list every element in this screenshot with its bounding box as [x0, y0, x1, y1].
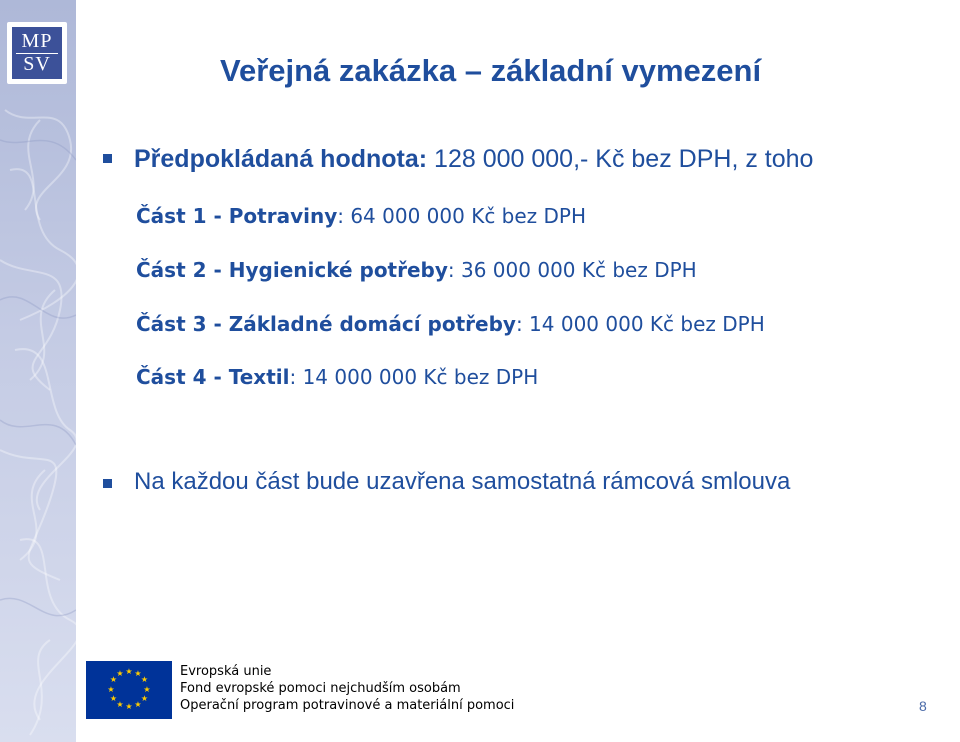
estimated-value-amount: 128 000 000,- Kč bez DPH, z toho	[427, 145, 814, 173]
svg-text:★: ★	[107, 685, 115, 694]
svg-text:★: ★	[116, 700, 124, 709]
svg-text:★: ★	[140, 675, 149, 684]
svg-text:★: ★	[116, 669, 124, 678]
bullet-square-icon	[103, 154, 112, 163]
bullet-estimated-value	[134, 145, 813, 174]
part-4-line	[136, 365, 538, 389]
part-1-label: Část 1 - Potraviny	[136, 204, 338, 228]
bullet-framework-agreement: Na každou část bude uzavřena samostatná rámcová smlouva	[134, 468, 791, 495]
page-number: 8	[919, 698, 927, 714]
svg-text:★: ★	[125, 702, 133, 711]
part-2-label: Část 2 - Hygienické potřeby	[136, 258, 448, 282]
part-2-value: : 36 000 000 Kč bez DPH	[447, 258, 697, 282]
svg-text:★: ★	[109, 675, 118, 684]
part-2-line	[136, 258, 697, 282]
part-3-line	[136, 312, 765, 336]
part-3-label: Část 3 - Základné domácí potřeby	[136, 312, 516, 336]
footer-fund-label: Fond evropské pomoci nejchudším osobám	[180, 681, 461, 696]
footer-program-label: Operační program potravinové a materiální pomoci	[180, 698, 515, 713]
sidebar-decoration	[0, 0, 76, 742]
eu-stars-icon	[86, 661, 172, 719]
logo-text-bottom: SV	[23, 53, 51, 75]
part-1-line	[136, 204, 586, 228]
part-3-value: : 14 000 000 Kč bez DPH	[515, 312, 765, 336]
svg-text:★: ★	[109, 694, 118, 703]
estimated-value-label: Předpokládaná hodnota:	[134, 145, 428, 173]
footer-eu-label: Evropská unie	[180, 664, 272, 679]
svg-text:★: ★	[134, 669, 142, 678]
sidebar-pattern	[0, 0, 76, 742]
part-1-value: : 64 000 000 Kč bez DPH	[337, 204, 587, 228]
part-4-label: Část 4 - Textil	[136, 365, 290, 389]
svg-text:★: ★	[125, 667, 133, 676]
part-4-value: : 14 000 000 Kč bez DPH	[289, 365, 539, 389]
svg-text:★: ★	[143, 685, 151, 694]
mpsv-logo	[7, 22, 67, 84]
svg-text:★: ★	[140, 694, 149, 703]
logo-text-top: MP	[21, 30, 53, 52]
bullet-square-icon	[103, 479, 112, 488]
svg-text:★: ★	[134, 700, 142, 709]
slide-title: Veřejná zakázka – základní vymezení	[220, 53, 762, 88]
eu-flag-icon	[86, 661, 172, 719]
